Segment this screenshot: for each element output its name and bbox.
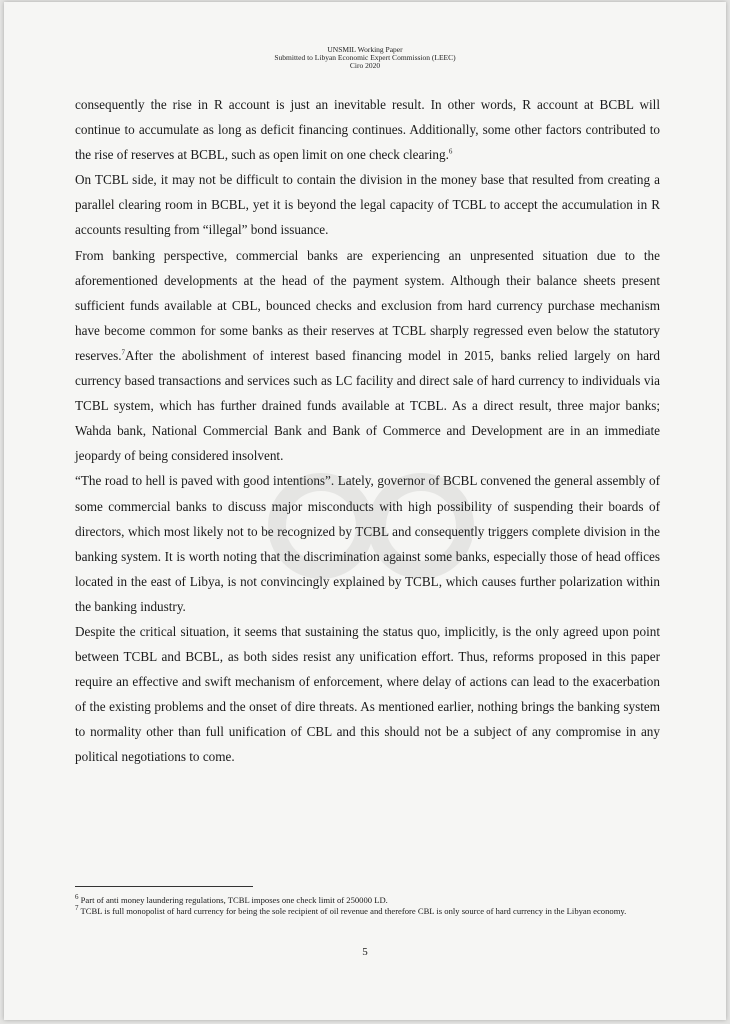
header-subtitle: Submitted to Libyan Economic Expert Commission (LEEC) — [274, 53, 456, 62]
footnote-ref-7[interactable]: 7 — [121, 348, 125, 357]
paragraph-4: “The road to hell is paved with good intentions”. Lately, governor of BCBL convened the general assembly of some commercial banks to discuss major misconducts with high possibility of suspending their boards of directors, which most likely not to be recognized by TCBL and consequently triggers complete division in the banking system. It is worth noting that the discrimination against some banks, especially those of head offices located in the east of Libya, is not convincingly explained by TCBL, which causes further polarization within the banking industry. — [75, 473, 660, 614]
footnote-ref-6[interactable]: 6 — [448, 147, 453, 156]
paragraph-3: From banking perspective, commercial banks are experiencing an unpresented situation due to the aforementioned developments at the head of the payment system. Although their balance sheets present sufficient funds available at CBL, bounced checks and exclusion from hard currency purchase mechanism have become common for some banks as their reserves at TCBL sharply regressed even below the statutory reserves.$^7$After the abolishment of interest based financing model in 2015, banks relied largely on hard currency based transactions and services such as LC facility and direct sale of hard currency to individuals via TCBL system, which has further drained funds available at TCBL. As a direct result, three major banks; Wahda bank, National Commercial Bank and Bank of Commerce and Development are in an immediate jeopardy of being considered insolvent. — [75, 247, 660, 464]
page-number: 5 — [362, 946, 368, 958]
footnote-6: $^6$ Part of anti money laundering regulations, TCBL imposes one check limit of 250000 LD. — [75, 893, 388, 905]
page-header — [4, 46, 726, 70]
paragraph-2: On TCBL side, it may not be difficult to contain the division in the money base that resulted from creating a parallel clearing room in BCBL, yet it is beyond the legal capacity of TCBL to accept the accumulation in R accounts resulting from “illegal” bond issuance. — [75, 172, 660, 238]
footnote-separator — [75, 886, 253, 887]
header-location-year: Ciro 2020 — [349, 61, 381, 70]
paragraph-5: Despite the critical situation, it seems that sustaining the status quo, implicitly, is the only agreed upon point between TCBL and BCBL, as both sides resist any unification effort. Thus, reforms proposed in this paper require an effective and swift mechanism of enforcement, where delay of actions can lead to the exacerbation of the existing problems and the onset of dire threats. As mentioned earlier, nothing brings the banking system to normality other than full unification of CBL and this should not be a subject of any compromise in any political negotiations to come. — [75, 623, 660, 765]
document-page — [4, 2, 726, 1020]
body-text — [75, 92, 660, 770]
footnote-7: $^7$ TCBL is full monopolist of hard currency for being the sole recipient of oil revenue and therefore CBL is only source of hard currency in the Libyan economy. — [75, 903, 627, 916]
footnotes — [75, 895, 663, 916]
header-title: UNSMIL Working Paper — [327, 45, 403, 54]
paragraph-1: consequently the rise in R account is just an inevitable result. In other words, R account at BCBL will continue to accumulate as long as deficit financing continues. Additionally, some other factors contributed to the rise of reserves at BCBL, such as open limit on one check clearing.$^6$ — [75, 97, 660, 163]
